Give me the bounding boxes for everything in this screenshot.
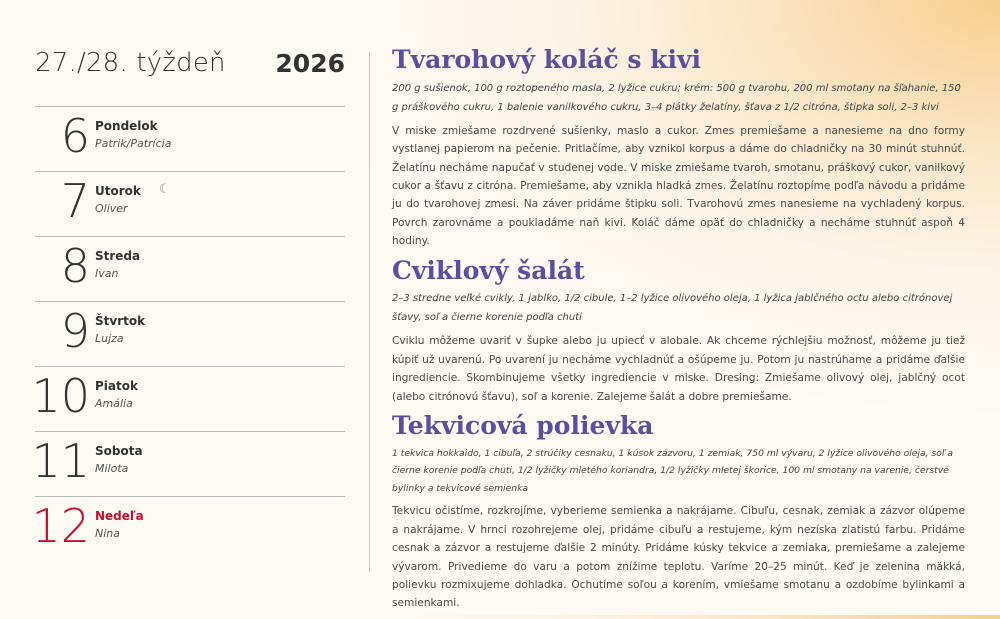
day-name: Pondelok — [95, 119, 158, 133]
name-day: Lujza — [95, 332, 124, 345]
week-label: 27./28. týždeň — [35, 48, 226, 78]
day-name: Piatok — [95, 379, 138, 393]
week-column — [31, 48, 345, 561]
name-day: Nina — [95, 527, 120, 540]
day-row-saturday — [31, 431, 345, 496]
recipe-ingredients: 200 g sušienok, 100 g roztopeného masla, 2 lyžice cukru; krém: 500 g tvarohu, 200 ml smotany na šľahanie, 150 g práškového cukru, 1 balenie vanilkového cukru, 3–4 plátky želatíny, šťava z 1/2 citróna, štipka soli, 2–3 kivi — [392, 82, 961, 113]
recipe-instructions: Cviklu môžeme uvariť v šupke alebo ju upiecť v alobale. Ak chceme rýchlejšiu možnosť, môžeme ju tiež kúpiť už uvarenú. Po uvarení ju necháme vychladnúť a ošúpeme ju. Potom ju nastrúhame a pridáme ďalšie ingrediencie. Skombinujeme všetky ingrediencie v miske. Dresing: Zmiešame olivový olej, jablčný ocot (alebo citrónovú šťavu), soľ a korenie. Zalejeme šalát a dobre premiešame. — [392, 335, 965, 403]
week-header — [35, 48, 345, 106]
day-name: Sobota — [95, 444, 143, 458]
name-day: Oliver — [95, 202, 128, 215]
year-label: 2026 — [275, 49, 345, 78]
recipes-column — [392, 46, 965, 619]
day-number: 9 — [60, 304, 90, 358]
day-number: 6 — [60, 109, 90, 163]
column-divider — [369, 52, 370, 572]
recipe-instructions: V miske zmiešame rozdrvené sušienky, maslo a cukor. Zmes premiešame a nanesieme na dno formy vystlanej papierom na pečenie. Pritlačíme, aby vznikol korpus a dáme do chladničky na 30 minút stuhnúť. Želatínu necháme napučať v studenej vode. V miske zmiešame tvaroh, smotanu, práškový cukor, vanilkový cukor a šťavu z citróna. Premiešame, aby vznikla hladká zmes. Želatínu roztopíme podľa návodu a pridáme ju do tvarohovej zmesi. Na záver pridáme štipku soli. Tvarohovú zmes nanesieme na vychladený korpus. Povrch zarovnáme a poukladáme naň kivi. Koláč dáme opäť do chladničky a necháme stuhnúť aspoň 4 hodiny. — [392, 124, 965, 248]
name-day: Patrik/Patrícia — [95, 137, 172, 150]
moon-phase-icon: ☾ — [159, 182, 171, 197]
recipe-beet-salad — [392, 257, 965, 406]
day-row-friday — [31, 366, 345, 431]
name-day: Amália — [95, 397, 133, 410]
recipe-title: Cviklový šalát — [392, 255, 585, 285]
day-number: 10 — [31, 369, 90, 423]
day-name: Utorok — [95, 184, 141, 198]
name-day: Ivan — [95, 267, 119, 280]
day-number: 8 — [60, 239, 90, 293]
recipe-pumpkin-soup — [392, 412, 965, 613]
recipe-cheesecake — [392, 46, 965, 251]
day-row-wednesday — [35, 236, 345, 301]
day-row-tuesday — [35, 171, 345, 236]
recipe-title: Tvarohový koláč s kivi — [392, 45, 702, 74]
day-row-sunday — [31, 496, 345, 561]
day-name: Nedeľa — [95, 509, 144, 523]
day-number: 7 — [60, 174, 90, 228]
name-day: Milota — [95, 462, 129, 475]
day-name: Štvrtok — [95, 314, 146, 328]
recipe-ingredients: 2–3 stredne veľké cvikly, 1 jablko, 1/2 cibule, 1–2 lyžice olivového oleja, 1 lyžica jablčného octu alebo citrónovej šťavy, soľ a čierne korenie podľa chuti — [392, 293, 953, 324]
recipe-ingredients: 1 tekvica hokkaido, 1 cibuľa, 2 strúčiky cesnaku, 1 kúsok zázvoru, 1 zemiak, 750 ml vývaru, 2 lyžice olivového oleja, soľ a čierne korenie podľa chuti, 1/2 lyžičky mletého koriandra, 1/2 lyžičky mletej škorice, 100 ml smotany na varenie, čerstvé bylinky a tekvicové semienka — [392, 447, 953, 494]
day-row-thursday — [35, 301, 345, 366]
day-name: Streda — [95, 249, 141, 263]
day-number: 12 — [31, 499, 90, 553]
recipe-instructions: Tekvicu očistíme, rozkrojíme, vyberieme semienka a nakrájame. Cibuľu, cesnak, zemiak a zázvor olúpeme a nakrájame. V hrnci rozohrejeme olej, pridáme cibuľu a restujeme, kým nezíska zlatistú farbu. Pridáme cesnak a zázvor a restujeme ďalšie 2 minúty. Pridáme kúsky tekvice a zemiaka, premiešame a zalejeme vývarom. Privedieme do varu a potom znížime teplotu. Varíme 20–25 minút. Keď je zelenina mäkká, polievku rozmixujeme dohladka. Ochutíme soľou a korením, vmiešame smotanu a ozdobíme bylinkami a semienkami. — [392, 505, 965, 610]
recipe-title: Tekvicová polievka — [392, 411, 654, 441]
day-number: 11 — [31, 434, 90, 488]
day-row-monday — [35, 106, 345, 171]
